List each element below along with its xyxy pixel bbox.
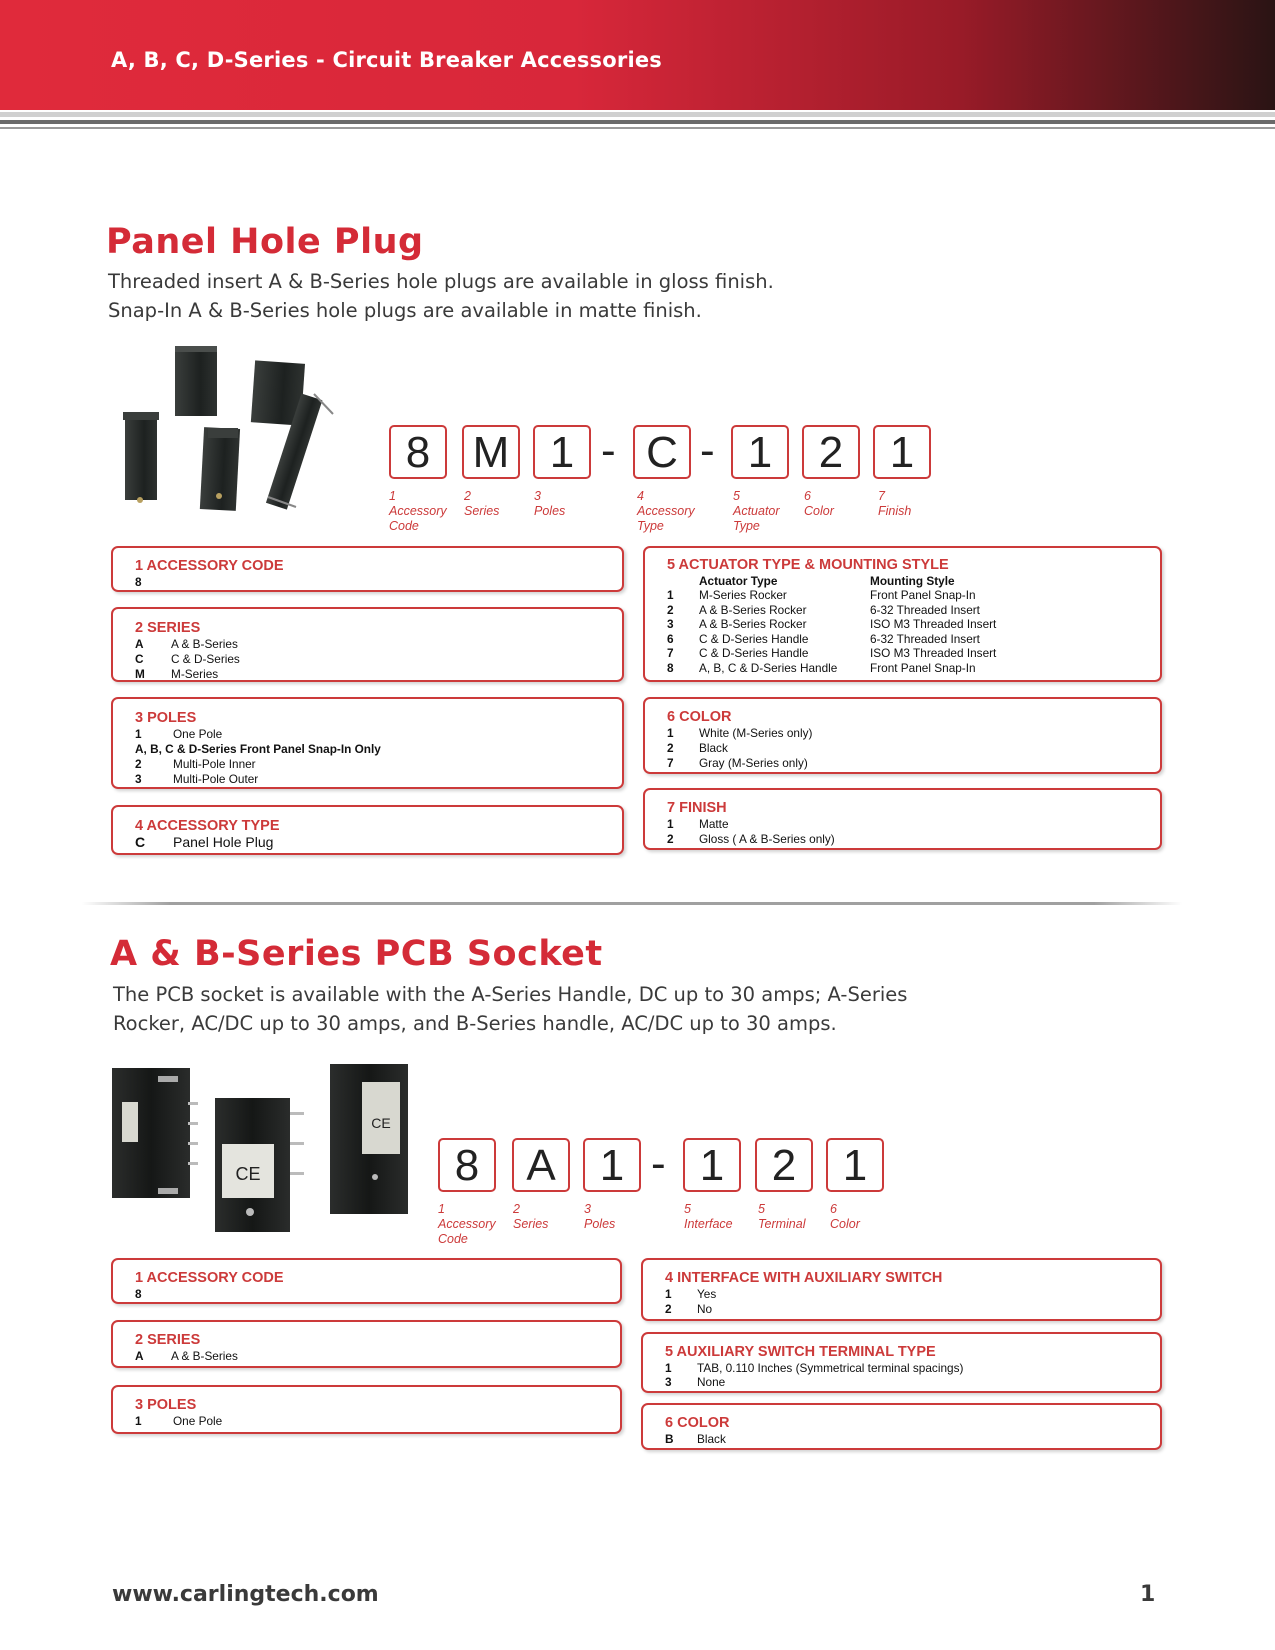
pn-digit-terminal: 2	[755, 1138, 813, 1192]
pn-caption: 6 Color	[830, 1202, 860, 1231]
option-box-terminal-type: 5 AUXILIARY SWITCH TERMINAL TYPE 1 TAB, 0.110 Inches (Symmetrical terminal spacings) 3 None	[641, 1332, 1162, 1393]
header-rule-dark	[0, 120, 1275, 124]
pn-caption: 5 Terminal	[758, 1202, 806, 1231]
pn-digit-poles: 1	[583, 1138, 641, 1192]
pn-caption: 5 Actuator Type	[733, 489, 780, 533]
pn-caption: 2 Series	[513, 1202, 549, 1231]
header-rule-thin	[0, 127, 1275, 129]
section-intro-panel-hole-plug	[108, 267, 774, 325]
option-box-title: 6 COLOR	[667, 709, 732, 725]
pn-digit-accessory-type: C	[633, 425, 691, 479]
section-title-pcb-socket: A & B-Series PCB Socket	[110, 934, 603, 974]
option-box-title: 4 INTERFACE WITH AUXILIARY SWITCH	[665, 1270, 943, 1286]
pn-caption: 3 Poles	[584, 1202, 616, 1231]
option-box-accessory-code: 1 ACCESSORY CODE 8	[111, 546, 624, 592]
pn-digit-color: 2	[802, 425, 860, 479]
ce-mark: CE	[235, 1164, 261, 1184]
option-box-title: 7 FINISH	[667, 800, 727, 816]
option-box-title: 3 POLES	[135, 710, 197, 726]
option-box-series: 2 SERIES A A & B-Series C C & D-Series M M-Series	[111, 607, 624, 682]
intro-line: Snap-In A & B-Series hole plugs are available in matte finish.	[108, 299, 702, 322]
section-divider	[82, 902, 1182, 905]
option-box-title: 4 ACCESSORY TYPE	[135, 818, 280, 834]
pn-caption: 3 Poles	[534, 489, 566, 518]
option-box-finish: 7 FINISH 1 Matte 2 Gloss ( A & B-Series only)	[643, 788, 1162, 850]
pn-digit-accessory-code: 8	[438, 1138, 496, 1192]
header-rule-light	[0, 112, 1275, 117]
page-header	[0, 0, 1275, 110]
intro-line: Rocker, AC/DC up to 30 amps, and B-Series handle, AC/DC up to 30 amps.	[113, 1012, 837, 1035]
pn-digit-interface: 1	[683, 1138, 741, 1192]
intro-line: The PCB socket is available with the A-Series Handle, DC up to 30 amps; A-Series	[113, 983, 908, 1006]
pn-caption: 6 Color	[804, 489, 834, 518]
pn-digit-series: A	[512, 1138, 570, 1192]
option-box-accessory-code: 1 ACCESSORY CODE 8	[111, 1258, 622, 1304]
panel-hole-plug-photo	[118, 342, 353, 522]
option-box-title: 5 AUXILIARY SWITCH TERMINAL TYPE	[665, 1344, 936, 1360]
pn-dash: -	[651, 1139, 666, 1188]
option-box-actuator-mounting: 5 ACTUATOR TYPE & MOUNTING STYLE Actuator Type Mounting Style 1 M-Series Rocker Front Panel Snap-In 2 A & B-Series Rocker 6-32 Threaded Insert 3 A & B-Series Rocker ISO M3 Threaded Insert 6 C & D-Series Handle 6-32 Threaded Insert 7 C & D-Series Handle ISO M3 Threaded Insert 8 A, B, C & D-Series Handle Front Panel Snap-In	[643, 546, 1162, 682]
page-number: 1	[1140, 1582, 1156, 1607]
option-box-title: 6 COLOR	[665, 1415, 730, 1431]
option-box-color: 6 COLOR B Black	[641, 1403, 1162, 1450]
pn-caption: 4 Accessory Type	[637, 489, 695, 533]
pn-digit-color: 1	[826, 1138, 884, 1192]
section-title-panel-hole-plug: Panel Hole Plug	[106, 222, 424, 262]
pn-digit-finish: 1	[873, 425, 931, 479]
option-box-accessory-type: 4 ACCESSORY TYPE C Panel Hole Plug	[111, 805, 624, 855]
option-box-title: 1 ACCESSORY CODE	[135, 558, 284, 574]
section-intro-pcb-socket	[113, 980, 907, 1038]
option-box-title: 1 ACCESSORY CODE	[135, 1270, 284, 1286]
intro-line: Threaded insert A & B-Series hole plugs are available in gloss finish.	[108, 270, 774, 293]
pn-digit-series: M	[462, 425, 520, 479]
pcb-socket-photo	[110, 1062, 410, 1242]
option-box-title: 2 SERIES	[135, 1332, 201, 1348]
option-box-poles: 3 POLES 1 One Pole A, B, C & D-Series Front Panel Snap-In Only 2 Multi-Pole Inner 3 Multi-Pole Outer	[111, 697, 624, 789]
footer-website-link[interactable]: www.carlingtech.com	[112, 1582, 379, 1607]
pn-caption: 7 Finish	[878, 489, 912, 518]
pn-caption: 1 Accessory Code	[389, 489, 447, 533]
pn-dash: -	[700, 426, 715, 475]
option-box-title: 5 ACTUATOR TYPE & MOUNTING STYLE	[667, 557, 949, 573]
pn-digit-actuator-type: 1	[731, 425, 789, 479]
option-box-interface: 4 INTERFACE WITH AUXILIARY SWITCH 1 Yes 2 No	[641, 1258, 1162, 1321]
option-box-title: 3 POLES	[135, 1397, 197, 1413]
pn-digit-poles: 1	[533, 425, 591, 479]
header-title: A, B, C, D-Series - Circuit Breaker Accessories	[111, 48, 662, 72]
ce-mark: CE	[371, 1115, 391, 1131]
pn-caption: 5 Interface	[684, 1202, 733, 1231]
option-box-title: 2 SERIES	[135, 620, 201, 636]
pn-caption: 1 Accessory Code	[438, 1202, 496, 1246]
option-box-series: 2 SERIES A A & B-Series	[111, 1320, 622, 1368]
pn-digit-accessory-code: 8	[389, 425, 447, 479]
option-box-color: 6 COLOR 1 White (M-Series only) 2 Black 7 Gray (M-Series only)	[643, 697, 1162, 774]
pn-dash: -	[601, 426, 616, 475]
pn-caption: 2 Series	[464, 489, 500, 518]
option-box-poles: 3 POLES 1 One Pole	[111, 1385, 622, 1434]
